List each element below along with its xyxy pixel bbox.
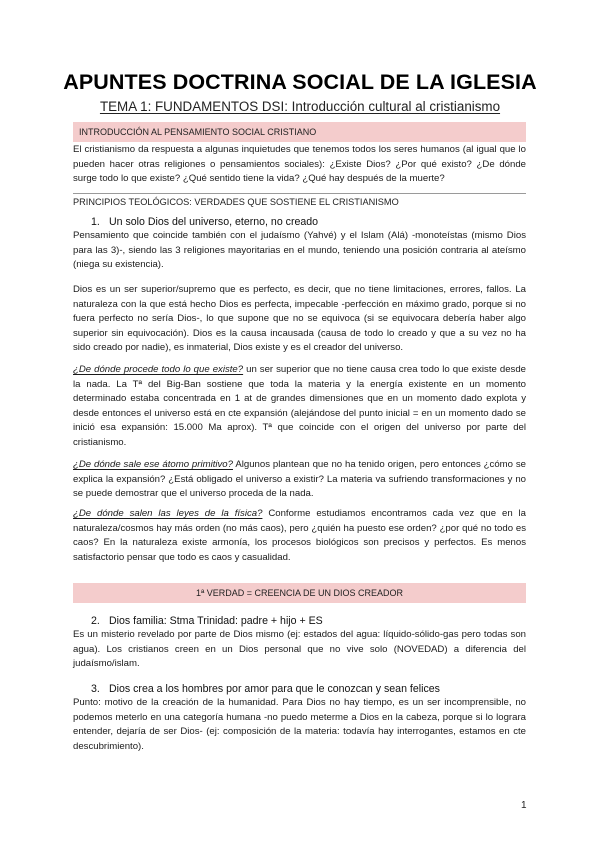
question1-paragraph [73,363,526,451]
item3-heading [91,683,440,695]
item3-paragraph: Punto: motivo de la creación de la humanidad. Para Dios no hay tiempo, es un ser incomprensible, no podemos meterlo en una categoría humana -no puedo meterme a Dios en la cabeza, porque si lo lograra entender, dejaría de ser Dios- (ej: composición de la materia: todavía hay interrogantes, estamos en cte descubrimiento). [73,697,526,752]
item2-number: 2. [91,615,100,627]
question3-paragraph [73,507,526,565]
question2-paragraph [73,458,526,502]
question3-text: Conforme estudiamos encontramos cada vez que en la naturaleza/cosmos hay más orden (no más caos), pero ¿quién ha puesto ese orden? ¿por qué no todo es caos? En la naturaleza existe armonía, los procesos biológicos son precisos y perfectos. Es menos satisfactorio pensar que todo es caos y casualidad. [73,508,527,563]
item1-heading-text: Un solo Dios del universo, eterno, no creado [109,216,319,228]
item3-number: 3. [91,683,100,695]
truth-banner: 1ª VERDAD = CREENCIA DE UN DIOS CREADOR [73,583,526,603]
question1-label: ¿De dónde procede todo lo que existe? [73,364,244,375]
item1-number: 1. [91,216,100,228]
item1-paragraph: Pensamiento que coincide también con el judaísmo (Yahvé) y el Islam (Alá) -monoteístas (mismo Dios para las 3)-, siendo las 3 religiones mayoritarias en el mundo, teniendo una posición contraria al ateísmo (niega su existencia). [73,230,526,271]
item3-heading-text: Dios crea a los hombres por amor para que le conozcan y sean felices [109,683,440,695]
intro-paragraph: El cristianismo da respuesta a algunas inquietudes que tenemos todos los seres humanos (al igual que lo pueden hacer otras religiones o pensamientos sociales): ¿Existe Dios? ¿Por qué existo? ¿De dónde surge todo lo que existe? ¿Qué sentido tiene la vida? ¿Qué hay después de la muerte? [73,144,526,185]
document-title: APUNTES DOCTRINA SOCIAL DE LA IGLESIA [63,70,537,94]
page-number: 1 [521,800,527,811]
question1-text: un ser superior que no tiene causa crea todo lo que existe desde la nada. La Tª del Big-Ban sostiene que toda la materia y la energía existente en un momento determinado estaba concentrada en 1 at de grandes dimensiones que en un momento dado explota y desde entonces el universo está en cte expansión (alejándose del punto inicial = en un momento dado se inició esa expansión: 15.000 Ma aprox). Tª que coincide con el origen del universo por parte del cristianismo. [73,364,526,448]
section-divider [73,193,526,194]
question2-text: Algunos plantean que no ha tenido origen, pero entonces ¿cómo se explica la expansión? ¿Está obligado el universo a existir? La materia va sufriendo transformaciones y no se puede demostrar que el universo proceda de la nada. [73,459,526,500]
question2-label: ¿De dónde sale ese átomo primitivo? [73,459,233,470]
item1-heading [91,216,318,228]
item2-heading-text: Dios familia: Stma Trinidad: padre + hijo + ES [109,615,323,627]
section-heading: PRINCIPIOS TEOLÓGICOS: VERDADES QUE SOSTIENE EL CRISTIANISMO [73,197,399,207]
intro-heading-banner: INTRODUCCIÓN AL PENSAMIENTO SOCIAL CRISTIANO [73,122,526,142]
question3-label: ¿De dónde salen las leyes de la física? [73,508,263,519]
item2-paragraph: Es un misterio revelado por parte de Dios mismo (ej: estados del agua: líquido-sólido-gas pero todas son agua). Los cristianos creen en un Dios personal que no vive solo (NOVEDAD) a diferencia del judaísmo/islam. [73,629,526,670]
item2-heading [91,615,323,627]
document-subtitle: TEMA 1: FUNDAMENTOS DSI: Introducción cultural al cristianismo [99,99,501,114]
perfection-paragraph: Dios es un ser superior/supremo que es perfecto, es decir, que no tiene limitaciones, errores, fallos. La naturaleza con la que está hecho Dios es perfecta, impecable -perfección en máximo grado, porque si no fuera perfecto no sería Dios-, lo que supone que no se equivoca (si se equivocara debería haber algo superior sin equivocación). Dios es la causa incausada (causa de todo lo creado y que a su vez no ha sido creado por nadie), es inmaterial, Dios existe y es el creador del universo. [73,284,526,354]
